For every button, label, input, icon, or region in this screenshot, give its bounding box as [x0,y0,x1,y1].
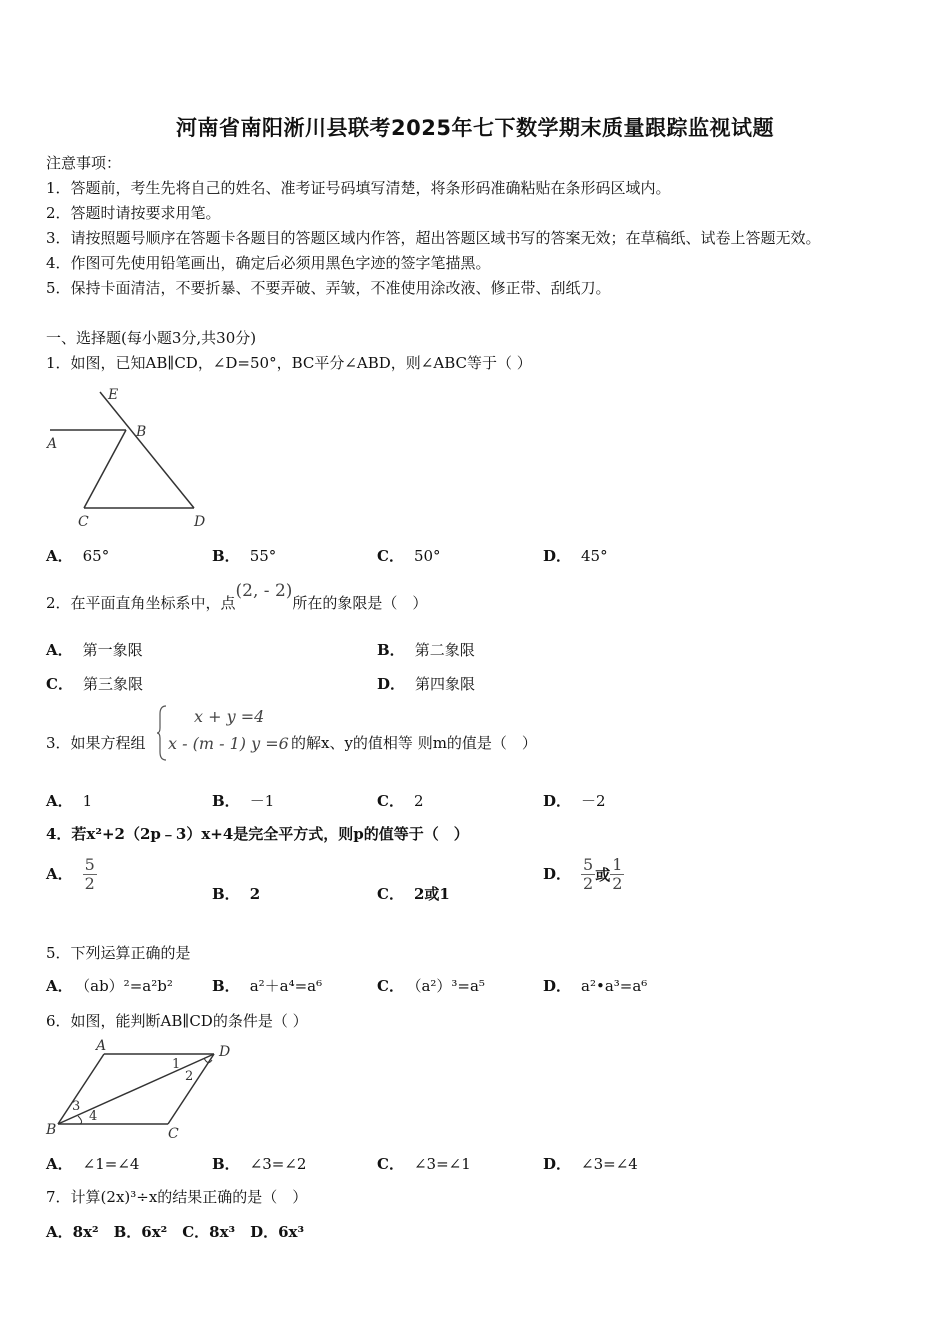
equation-1: x + y =4 [194,707,265,726]
option-letter: C． [377,1155,404,1173]
question-3-stem-pre: 3．如果方程组 [46,734,146,752]
option-letter: D． [543,864,572,883]
label-d: D [219,1044,231,1060]
option-text: ∠1=∠4 [82,1155,140,1173]
q1-option-b[interactable] [212,545,276,566]
label-e: E [108,387,119,403]
numerator: 5 [84,855,95,874]
option-letter: C． [46,675,73,693]
fraction [610,856,624,893]
option-text: 第三象限 [82,675,143,693]
question-1-stem: 1．如图，已知AB∥CD，∠D=50°，BC平分∠ABD，则∠ABC等于（ ） [46,354,532,372]
option-letter: B． [212,792,240,810]
q2-option-b[interactable] [377,639,475,660]
angle-3-label: 3 [72,1099,81,1114]
q1-option-a[interactable] [46,545,109,566]
angle-4-label: 4 [89,1109,98,1124]
option-letter: C． [377,547,404,565]
q3-option-a[interactable] [46,790,92,811]
option-letter: D． [543,547,572,565]
option-text: 1 [82,792,93,810]
option-letter: B． [212,977,240,995]
option-text: a²＋a⁴=a⁶ [249,977,323,995]
q4-option-c[interactable] [377,883,450,904]
option-text: 2或1 [413,885,450,903]
denominator: 2 [612,874,623,893]
question-7-stem: 7．计算(2x)³÷x的结果正确的是（ ） [46,1188,308,1206]
notice-item: 2．答题时请按要求用笔。 [46,204,221,222]
option-letter: B． [212,1155,240,1173]
label-b: B [136,424,147,440]
option-letter: C． [377,977,404,995]
option-letter: D． [543,792,572,810]
label-a: A [47,436,58,452]
brace-icon [156,704,168,762]
option-text: ∠3=∠2 [249,1155,307,1173]
label-c: C [78,514,89,530]
option-text: 2 [413,792,424,810]
option-text: 45° [581,547,608,565]
q1-option-d[interactable] [543,545,608,566]
angle-arc [78,1116,82,1124]
q2-option-d[interactable] [377,673,475,694]
q6-option-b[interactable] [212,1153,306,1174]
notice-heading: 注意事项： [46,154,122,172]
numerator: 5 [583,855,594,874]
point-expression: (2, - 2) [235,581,293,601]
denominator: 2 [583,874,594,893]
option-letter: A． [46,641,73,659]
option-text: 第四象限 [415,675,476,693]
notice-item: 1．答题前，考生先将自己的姓名、准考证号码填写清楚，将条形码准确粘贴在条形码区域内。 [46,179,671,197]
option-text: ∠3=∠1 [413,1155,471,1173]
question-4-stem: 4．若x²+2（2p﹣3）x+4是完全平方式，则p的值等于（ ） [46,825,469,843]
option-text: 65° [82,547,110,565]
stem-text: 所在的象限是（ ） [292,594,428,612]
option-text: 第一象限 [82,641,143,659]
option-letter: A． [46,864,73,883]
option-letter: D． [377,675,406,693]
option-text: （a²）³=a⁵ [413,977,485,995]
option-text: 2 [249,885,261,903]
question-5-stem: 5．下列运算正确的是 [46,944,191,962]
option-text: 55° [249,547,277,565]
option-letter: B． [212,885,240,903]
option-letter: C． [377,885,404,903]
line-ebd [100,392,194,508]
option-letter: A． [46,792,73,810]
q4-option-b[interactable] [212,883,260,904]
option-letter: D． [543,977,572,995]
q3-option-c[interactable] [377,790,424,811]
notice-item: 5．保持卡面清洁，不要折暴、不要弄破、弄皱，不准使用涂改液、修正带、刮纸刀。 [46,279,611,297]
q1-option-c[interactable] [377,545,441,566]
option-letter: A． [46,1155,73,1173]
stem-text: 2．在平面直角坐标系中，点 [46,594,236,612]
q5-option-c[interactable] [377,975,485,996]
question-3-stem-post: 的解x、y的值相等 则m的值是（ ） [291,734,537,752]
q5-option-b[interactable] [212,975,322,996]
numerator: 1 [612,855,623,874]
angle-2-label: 2 [185,1069,194,1084]
equation-2: x - (m - 1) y =6 [168,734,289,753]
angle-1-label: 1 [172,1057,181,1072]
label-b: B [46,1122,57,1138]
line-bc [84,430,126,508]
q5-option-d[interactable] [543,975,647,996]
option-letter: B． [212,547,240,565]
option-text: 第二象限 [414,641,475,659]
option-text: a²•a³=a⁶ [581,977,648,995]
q3-option-b[interactable] [212,790,274,811]
notice-item: 3．请按照题号顺序在答题卡各题目的答题区域内作答，超出答题区域书写的答案无效；在草稿纸、试卷上答题无效。 [46,229,821,247]
q7-options[interactable]: A．8x² B．6x² C．8x³ D．6x³ [46,1223,305,1241]
question-2-stem [46,581,428,613]
q2-option-c[interactable] [46,673,143,694]
option-letter: B． [377,641,405,659]
option-text: 50° [413,547,441,565]
q4-option-a[interactable] [46,856,97,893]
denominator: 2 [84,874,95,893]
q4-option-d[interactable] [543,856,624,893]
label-c: C [168,1126,179,1142]
q2-option-a[interactable] [46,639,143,660]
q5-option-a[interactable] [46,975,173,996]
question-6-figure [44,1036,244,1144]
option-letter: C． [377,792,404,810]
option-letter: A． [46,977,73,995]
question-1-figure [44,384,214,532]
option-text: －2 [581,792,606,810]
option-letter: A． [46,547,73,565]
or-text: 或 [595,866,611,884]
fraction [83,856,97,893]
option-letter: D． [543,1155,572,1173]
section-heading: 一、选择题(每小题3分,共30分) [46,329,257,347]
q6-option-c[interactable] [377,1153,471,1174]
label-d: D [194,514,206,530]
option-text: －1 [249,792,275,810]
q6-option-a[interactable] [46,1153,139,1174]
q6-option-d[interactable] [543,1153,638,1174]
label-a: A [96,1038,107,1054]
question-6-stem: 6．如图，能判断AB∥CD的条件是（ ） [46,1012,308,1030]
q3-option-d[interactable] [543,790,606,811]
option-text: （ab）²=a²b² [82,977,173,995]
fraction [581,856,595,893]
notice-item: 4．作图可先使用铅笔画出，确定后必须用黑色字迹的签字笔描黑。 [46,254,491,272]
page-title: 河南省南阳淅川县联考2025年七下数学期末质量跟踪监视试题 [176,116,774,140]
option-text: ∠3=∠4 [581,1155,638,1173]
